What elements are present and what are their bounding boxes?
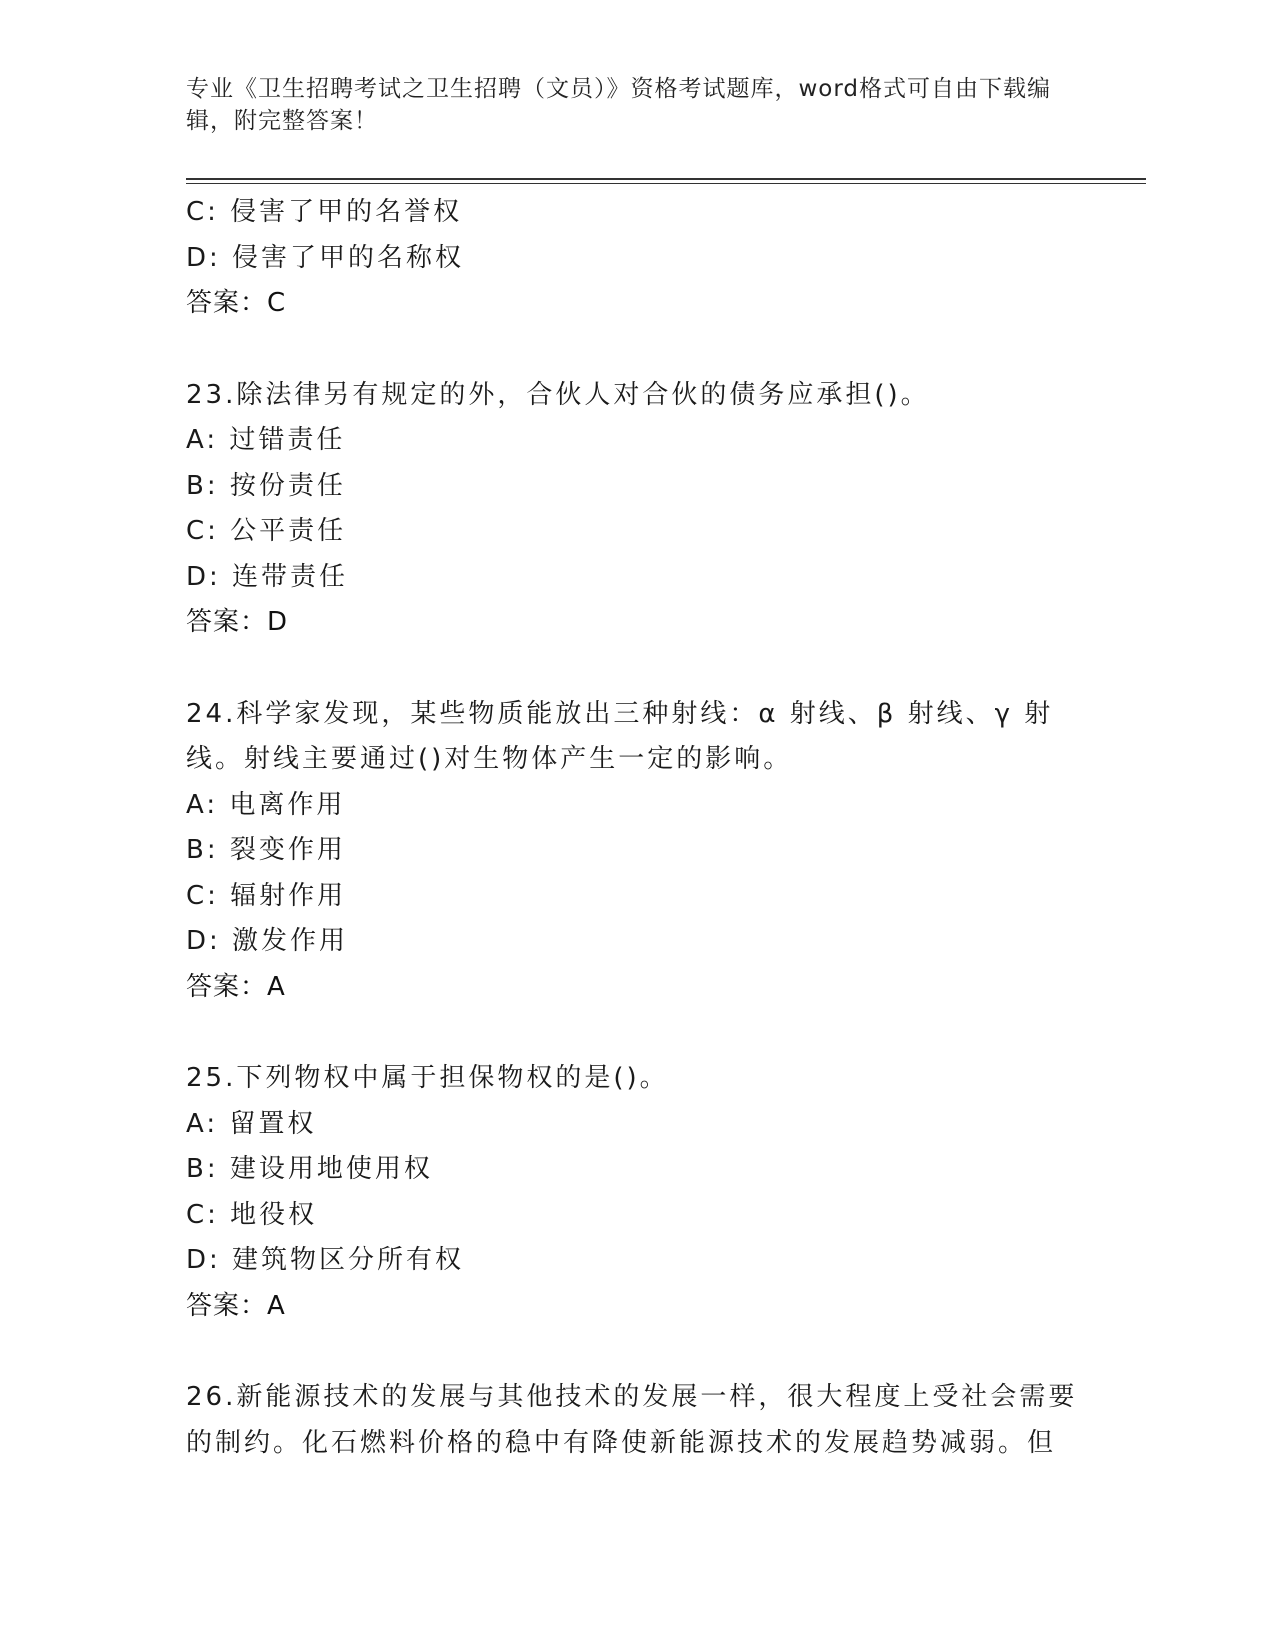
option-a: A: 留置权 (186, 1108, 317, 1139)
document-header: 专业《卫生招聘考试之卫生招聘（文员）》资格考试题库，word格式可自由下载编辑，附完整答案！ (186, 76, 1052, 134)
option-c: C: 地役权 (186, 1199, 318, 1230)
question-stem: 24.科学家发现，某些物质能放出三种射线：α 射线、β 射线、γ 射线。射线主要通过()对生物体产生一定的影响。 (186, 698, 1054, 774)
question-24 (186, 692, 1086, 1011)
answer-line: 答案：C (186, 288, 287, 318)
question-22-tail (186, 190, 1086, 327)
question-stem: 25.下列物权中属于担保物权的是()。 (186, 1063, 669, 1093)
header-rule-thick (186, 178, 1146, 180)
option-c: C: 侵害了甲的名誉权 (186, 197, 463, 227)
option-b: B: 裂变作用 (186, 835, 346, 865)
answer-line: 答案：A (186, 971, 286, 1002)
option-c: C: 公平责任 (186, 516, 347, 546)
answer-line: 答案：A (186, 1290, 286, 1321)
option-b: B: 建设用地使用权 (186, 1154, 433, 1184)
question-stem: 23.除法律另有规定的外，合伙人对合伙的债务应承担()。 (186, 379, 930, 410)
option-b: B: 按份责任 (186, 470, 346, 501)
option-a: A: 电离作用 (186, 789, 346, 820)
spacer (186, 646, 1086, 692)
question-25 (186, 1056, 1086, 1329)
question-list (186, 190, 1086, 1466)
option-d: D: 连带责任 (186, 561, 349, 592)
question-stem: 26.新能源技术的发展与其他技术的发展一样，很大程度上受社会需要的制约。化石燃料价格的稳中有降使新能源技术的发展趋势减弱。但 (186, 1382, 1078, 1458)
option-a: A: 过错责任 (186, 425, 346, 455)
answer-line: 答案：D (186, 607, 289, 637)
header-rule-thin (186, 183, 1146, 184)
option-d: D: 激发作用 (186, 926, 349, 956)
option-d: D: 侵害了甲的名称权 (186, 242, 465, 273)
spacer (186, 1329, 1086, 1375)
option-c: C: 辐射作用 (186, 880, 347, 911)
spacer (186, 1010, 1086, 1056)
spacer (186, 327, 1086, 373)
question-26 (186, 1375, 1086, 1466)
question-23 (186, 373, 1086, 646)
option-d: D: 建筑物区分所有权 (186, 1245, 465, 1275)
